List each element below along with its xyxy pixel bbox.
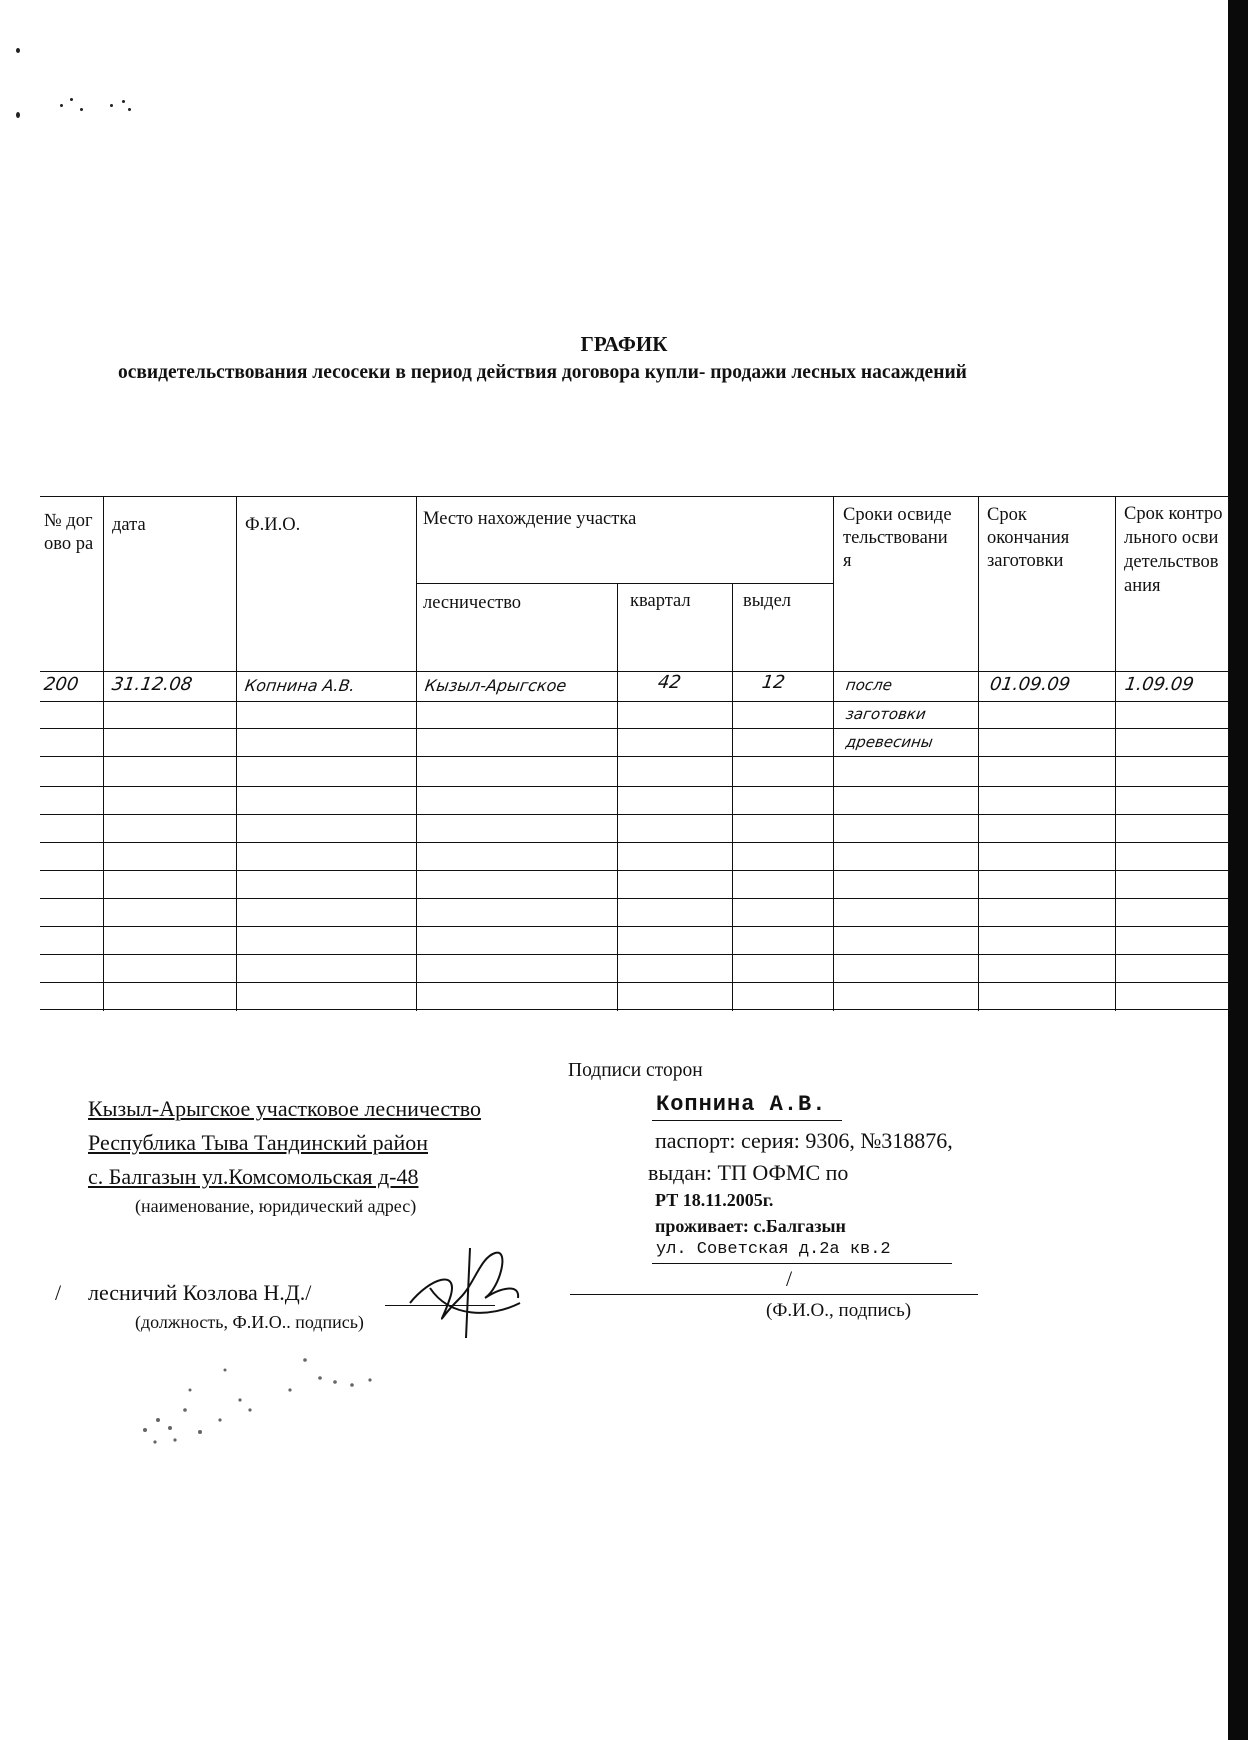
seller-address-caption: (наименование, юридический адрес) xyxy=(135,1196,417,1216)
seller-address-line: Республика Тыва Тандинский район xyxy=(88,1130,428,1155)
table-border-bottom xyxy=(40,1009,1230,1010)
table-row-line xyxy=(40,814,1230,815)
table-border-right xyxy=(1228,496,1229,1011)
scan-speck xyxy=(70,98,73,101)
scan-edge xyxy=(1228,0,1248,1740)
table-column-line xyxy=(617,583,618,1011)
scan-speck xyxy=(80,108,83,111)
seller-slash: / xyxy=(55,1280,62,1305)
document-subtitle: освидетельствования лесосеки в период действия договора купли- продажи лесных насаждений xyxy=(118,362,967,383)
table-row-line xyxy=(40,926,1230,927)
scan-speck xyxy=(16,48,20,53)
schedule-table xyxy=(40,496,1230,1011)
cell-inspection-terms-2: заготовки xyxy=(844,705,928,723)
header-allotment: выдел xyxy=(743,591,792,611)
cell-inspection-terms-1: после xyxy=(844,676,894,694)
table-column-line xyxy=(236,496,237,1011)
table-row-line xyxy=(40,786,1230,787)
table-row-line xyxy=(40,756,1230,757)
table-header-bottom xyxy=(40,671,1230,672)
buyer-address: ул. Советская д.2а кв.2 xyxy=(656,1240,891,1259)
signatures-heading: Подписи сторон xyxy=(568,1060,703,1081)
buyer-residence: проживает: с.Балгазын xyxy=(655,1216,846,1236)
cell-control-inspection: 1.09.09 xyxy=(1123,674,1196,695)
cell-allotment: 12 xyxy=(760,672,787,693)
header-quarter: квартал xyxy=(630,591,691,611)
table-border-top xyxy=(40,496,1230,497)
buyer-passport-date: РТ 18.11.2005г. xyxy=(655,1190,774,1210)
table-row-line xyxy=(40,954,1230,955)
seller-address-street: с. Балгазын ул.Комсомольская д-48 xyxy=(88,1164,419,1189)
buyer-slash: / xyxy=(786,1266,793,1291)
buyer-name-underline xyxy=(652,1120,842,1121)
cell-harvest-end: 01.09.09 xyxy=(988,674,1072,695)
cell-date: 31.12.08 xyxy=(110,674,194,695)
cell-inspection-terms-3: древесины xyxy=(844,733,935,751)
table-column-line xyxy=(416,496,417,1011)
header-fio: Ф.И.О. xyxy=(245,515,301,535)
scan-speck xyxy=(122,100,125,103)
header-inspection-terms: Сроки освидетельствования xyxy=(843,505,952,571)
table-row-line xyxy=(40,842,1230,843)
table-row-line xyxy=(40,898,1230,899)
cell-quarter: 42 xyxy=(656,672,683,693)
cell-contract-number: 200 xyxy=(42,674,80,695)
seller-signer: лесничий Козлова Н.Д./ xyxy=(88,1280,312,1305)
seller-name-line: Кызыл-Арыгское участковое лесничество xyxy=(88,1096,481,1121)
table-column-line xyxy=(978,496,979,1011)
header-control-inspection: Срок контрольного освидетельствования xyxy=(1124,504,1223,596)
header-contract-number: № дог ово ра xyxy=(44,511,94,554)
header-harvest-end: Срок окончания заготовки xyxy=(987,505,1070,571)
scan-speck xyxy=(128,108,131,111)
scan-speck xyxy=(60,104,63,107)
table-row-line xyxy=(40,870,1230,871)
buyer-caption: (Ф.И.О., подпись) xyxy=(766,1300,912,1321)
seller-signer-caption: (должность, Ф.И.О.. подпись) xyxy=(135,1312,364,1332)
table-column-line xyxy=(833,496,834,1011)
table-subheader-line xyxy=(416,583,833,584)
table-column-line xyxy=(1115,496,1116,1011)
buyer-passport: паспорт: серия: 9306, №318876, xyxy=(655,1128,953,1153)
cell-forestry: Кызыл-Арыгское xyxy=(423,676,568,695)
scan-speck xyxy=(16,112,20,118)
buyer-name: Копнина А.В. xyxy=(656,1092,827,1117)
table-column-line xyxy=(732,583,733,1011)
buyer-signature-line xyxy=(570,1294,978,1295)
faint-stamp xyxy=(130,1340,390,1450)
table-row-line xyxy=(40,982,1230,983)
buyer-address-underline xyxy=(652,1263,952,1264)
cell-fio: Копнина А.В. xyxy=(243,676,357,695)
header-location: Место нахождение участка xyxy=(423,509,637,529)
table-row-line xyxy=(40,701,1230,702)
seller-handwritten-signature xyxy=(400,1228,530,1348)
table-row-line xyxy=(40,728,1230,729)
header-forestry: лесничество xyxy=(423,593,522,613)
header-date: дата xyxy=(112,515,146,535)
document-title: ГРАФИК xyxy=(580,332,668,356)
table-column-line xyxy=(103,496,104,1011)
scan-speck xyxy=(110,104,113,107)
buyer-passport-issued: выдан: ТП ОФМС по xyxy=(648,1160,849,1185)
